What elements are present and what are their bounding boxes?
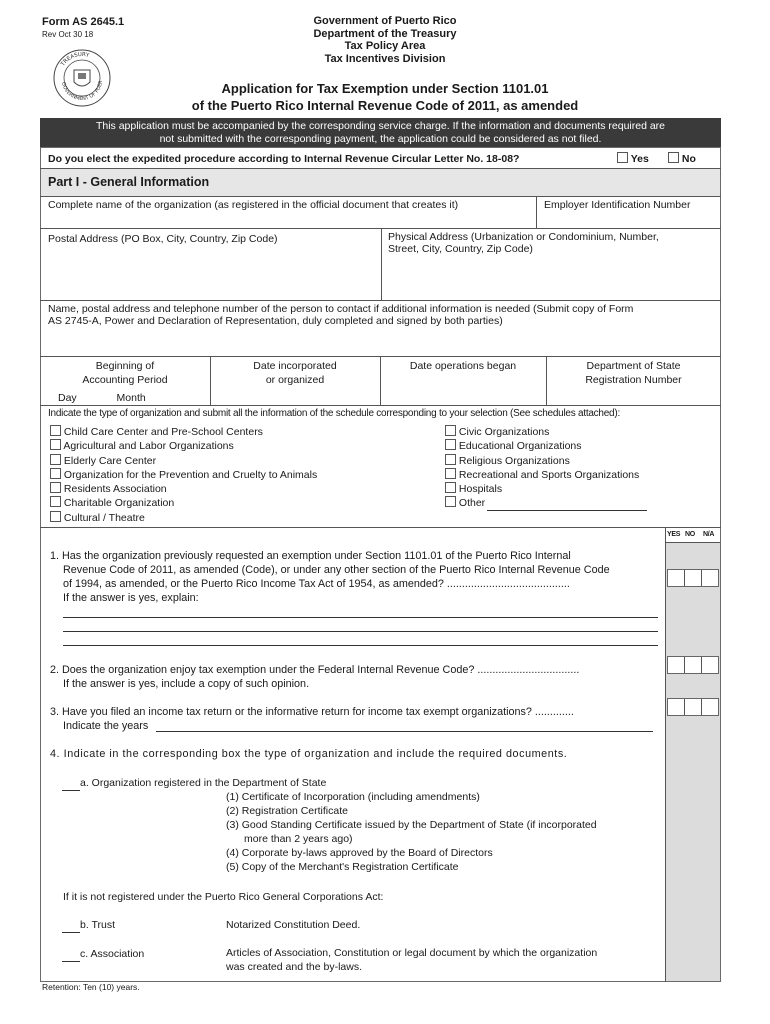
- q4a-blank[interactable]: [62, 776, 80, 791]
- checkbox[interactable]: [50, 496, 61, 507]
- checkbox[interactable]: [445, 425, 456, 436]
- gov-line-3: Tax Policy Area: [344, 40, 426, 52]
- type-label: Educational Organizations: [458, 440, 582, 453]
- contact-field[interactable]: [44, 330, 716, 354]
- ein-label: Employer Identification Number: [544, 199, 691, 211]
- beginning-label-1: Beginning of: [95, 360, 155, 372]
- q4a-item-4: (4) Corporate by-laws approved by the Board of Directors: [226, 847, 493, 859]
- org-name-field[interactable]: [44, 212, 532, 226]
- expedited-yes-checkbox[interactable]: [617, 152, 628, 163]
- q3-line-1: 3. Have you filed an income tax return or the informative return for income tax exempt organizations? .............: [50, 706, 574, 718]
- notice-line-1: This application must be accompanied by the corresponding service charge. If the information and documents required are: [95, 120, 666, 132]
- q3-years-field[interactable]: [156, 731, 653, 732]
- q1-line-2: Revenue Code of 2011, as amended (Code), or under any other section of the Puerto Rico Internal Revenue Code: [63, 564, 610, 576]
- q4b-blank[interactable]: [62, 918, 80, 933]
- dos-label-2: Registration Number: [585, 374, 682, 386]
- type-label: Hospitals: [458, 483, 503, 496]
- checkbox[interactable]: [445, 454, 456, 465]
- q1-answer-boxes[interactable]: [667, 569, 719, 587]
- incorporated-label-2: or organized: [265, 374, 325, 386]
- postal-address-label: Postal Address (PO Box, City, Country, Zip Code): [48, 233, 278, 245]
- gov-line-1: Government of Puerto Rico: [313, 15, 457, 27]
- physical-address-label-1: Physical Address (Urbanization or Condominium, Number,: [388, 231, 659, 243]
- type-label: Elderly Care Center: [63, 454, 157, 467]
- divider: [40, 405, 721, 406]
- incorporated-label-1: Date incorporated: [253, 360, 337, 372]
- type-label: Recreational and Sports Organizations: [458, 468, 640, 481]
- beginning-period-label: [40, 359, 210, 387]
- type-option-cultural[interactable]: [50, 511, 317, 525]
- q4-text: 4. Indicate in the corresponding box the type of organization and include the required documents.: [50, 748, 568, 760]
- divider: [40, 300, 721, 301]
- type-option-animals[interactable]: [50, 468, 317, 482]
- q4c-label: c. Association: [80, 948, 145, 960]
- divider: [40, 196, 721, 197]
- answer-column: [666, 528, 720, 981]
- checkbox[interactable]: [445, 439, 456, 450]
- q1-explain-line-2[interactable]: [63, 631, 658, 632]
- title-line-2: of the Puerto Rico Internal Revenue Code of 2011, as amended: [191, 98, 579, 113]
- gov-line-2: Department of the Treasury: [313, 27, 457, 40]
- svg-text:TREASURY: TREASURY: [60, 51, 90, 68]
- type-option-educational[interactable]: [445, 439, 647, 453]
- retention-note: Retention: Ten (10) years.: [42, 982, 140, 992]
- type-option-civic[interactable]: [445, 425, 647, 439]
- dos-label-1: Department of State: [586, 360, 681, 372]
- q4a-item-3b: more than 2 years ago): [244, 833, 353, 845]
- checkbox[interactable]: [445, 468, 456, 479]
- gov-line-4: Tax Incentives Division: [324, 52, 446, 65]
- q1-line-1: 1. Has the organization previously requested an exemption under Section 1101.01 of the Puerto Rico Internal: [50, 550, 571, 562]
- type-label: Residents Association: [63, 483, 167, 496]
- type-option-religious[interactable]: [445, 454, 647, 468]
- type-label: Other: [458, 497, 486, 510]
- q4a-item-5: (5) Copy of the Merchant's Registration Certificate: [226, 861, 459, 873]
- type-option-hospitals[interactable]: [445, 482, 647, 496]
- q4b-label: b. Trust: [80, 919, 116, 931]
- q4c-doc-1: Articles of Association, Constitution or legal document by which the organization: [226, 947, 598, 959]
- incorporated-label: [210, 359, 380, 387]
- not-registered-text: If it is not registered under the Puerto Rico General Corporations Act:: [63, 891, 384, 903]
- checkbox[interactable]: [50, 425, 61, 436]
- part1-header: [41, 169, 720, 196]
- q1-explain-line-3[interactable]: [63, 645, 658, 646]
- q3-line-2: Indicate the years: [63, 720, 149, 732]
- types-left-list: [50, 425, 317, 525]
- q2-answer-boxes[interactable]: [667, 656, 719, 674]
- q4c-option[interactable]: [62, 947, 144, 962]
- type-label: Agricultural and Labor Organizations: [63, 440, 234, 453]
- government-header: [265, 15, 505, 65]
- day-month-fields[interactable]: [58, 391, 179, 406]
- expedited-no-option[interactable]: [668, 152, 696, 166]
- notice-banner: [40, 118, 721, 147]
- form-number: Form AS 2645.1: [42, 16, 125, 28]
- type-label: Organization for the Prevention and Cruelty to Animals: [63, 468, 318, 481]
- q3-answer-boxes[interactable]: [667, 698, 719, 716]
- contact-label-1: Name, postal address and telephone number of the person to contact if additional information is needed (Submit copy of Form: [48, 303, 634, 315]
- type-option-agricultural[interactable]: [50, 439, 317, 453]
- checkbox[interactable]: [445, 482, 456, 493]
- q4a-item-3: (3) Good Standing Certificate issued by the Department of State (if incorporated: [226, 819, 597, 831]
- answer-header: [666, 528, 720, 542]
- type-option-charitable[interactable]: [50, 496, 317, 510]
- day-field[interactable]: [80, 391, 110, 406]
- operations-began-label: Date operations began: [409, 360, 517, 372]
- dos-registration-label: [546, 359, 721, 387]
- type-option-recreational[interactable]: [445, 468, 647, 482]
- q4b-doc: Notarized Constitution Deed.: [226, 919, 361, 931]
- answer-yes-header: YES: [667, 531, 681, 538]
- checkbox[interactable]: [50, 511, 61, 522]
- type-option-elderly[interactable]: [50, 454, 317, 468]
- q1-line-4: If the answer is yes, explain:: [63, 592, 199, 604]
- q4a-item-2: (2) Registration Certificate: [226, 805, 348, 817]
- type-option-other[interactable]: [445, 496, 647, 510]
- q1-explain-line-1[interactable]: [63, 617, 658, 618]
- checkbox[interactable]: [50, 454, 61, 465]
- checkbox[interactable]: [50, 468, 61, 479]
- contact-label-2: AS 2745-A, Power and Declaration of Representation, duly completed and signed by both parties): [48, 315, 503, 327]
- q4c-doc-2: was created and the by-laws.: [226, 961, 362, 973]
- checkbox[interactable]: [445, 496, 456, 507]
- form-revision: Rev Oct 30 18: [42, 30, 94, 39]
- q4b-option[interactable]: [62, 918, 115, 933]
- physical-address-field[interactable]: [386, 258, 716, 296]
- beginning-label-2: Accounting Period: [82, 374, 168, 386]
- notice-line-2: not submitted with the corresponding payment, the application could be considered as not filed.: [159, 133, 602, 145]
- expedited-no-label: No: [681, 153, 696, 165]
- checkbox[interactable]: [50, 439, 61, 450]
- type-label: Child Care Center and Pre-School Centers: [63, 426, 263, 438]
- other-field[interactable]: [487, 496, 647, 511]
- expedited-no-checkbox[interactable]: [668, 152, 679, 163]
- expedited-yes-option[interactable]: [617, 152, 649, 166]
- type-instruction: Indicate the type of organization and submit all the information of the schedule corresponding to your selection (See schedules attached):: [48, 408, 620, 419]
- month-label: Month: [116, 392, 146, 404]
- q4c-blank[interactable]: [62, 947, 80, 962]
- divider: [381, 228, 382, 300]
- type-label: Religious Organizations: [458, 454, 570, 467]
- org-name-label: Complete name of the organization (as registered in the official document that creates it): [48, 199, 459, 211]
- q4a-item-1: (1) Certificate of Incorporation (including amendments): [226, 791, 480, 803]
- ein-field[interactable]: [540, 212, 716, 226]
- divider: [40, 527, 721, 528]
- checkbox[interactable]: [50, 482, 61, 493]
- form-title: [0, 80, 770, 114]
- divider: [665, 527, 666, 982]
- divider: [536, 196, 537, 228]
- type-option-residents[interactable]: [50, 482, 317, 496]
- divider: [666, 542, 720, 543]
- q2-line-1: 2. Does the organization enjoy tax exemption under the Federal Internal Revenue Code? ..................................: [50, 664, 580, 676]
- q4a-option[interactable]: [62, 776, 326, 791]
- svg-text:GOVERNMENT OF PUERTO RICO: GOVERNMENT OF PUER: [60, 80, 105, 103]
- type-label: Charitable Organization: [63, 497, 175, 510]
- type-option-child-care[interactable]: [50, 425, 317, 439]
- title-line-1: Application for Tax Exemption under Section 1101.01: [221, 81, 549, 96]
- q1-line-3: of 1994, as amended, or the Puerto Rico Income Tax Act of 1954, as amended? .........................................: [63, 578, 570, 590]
- postal-address-field[interactable]: [44, 248, 377, 296]
- expedited-question: Do you elect the expedited procedure according to Internal Revenue Circular Letter No. 18-08?: [48, 153, 520, 165]
- types-right-list: [445, 425, 647, 511]
- month-field[interactable]: [149, 391, 179, 406]
- q2-line-2: If the answer is yes, include a copy of such opinion.: [63, 678, 310, 690]
- expedited-yes-label: Yes: [630, 153, 649, 165]
- day-label: Day: [58, 392, 77, 404]
- answer-no-header: NO: [685, 531, 695, 538]
- part1-title: Part I - General Information: [48, 175, 210, 189]
- type-label: Civic Organizations: [458, 426, 550, 438]
- type-label: Cultural / Theatre: [63, 511, 145, 524]
- answer-na-header: N/A: [703, 531, 715, 538]
- q4a-label: a. Organization registered in the Department of State: [80, 777, 327, 789]
- physical-address-label-2: Street, City, Country, Zip Code): [388, 243, 533, 255]
